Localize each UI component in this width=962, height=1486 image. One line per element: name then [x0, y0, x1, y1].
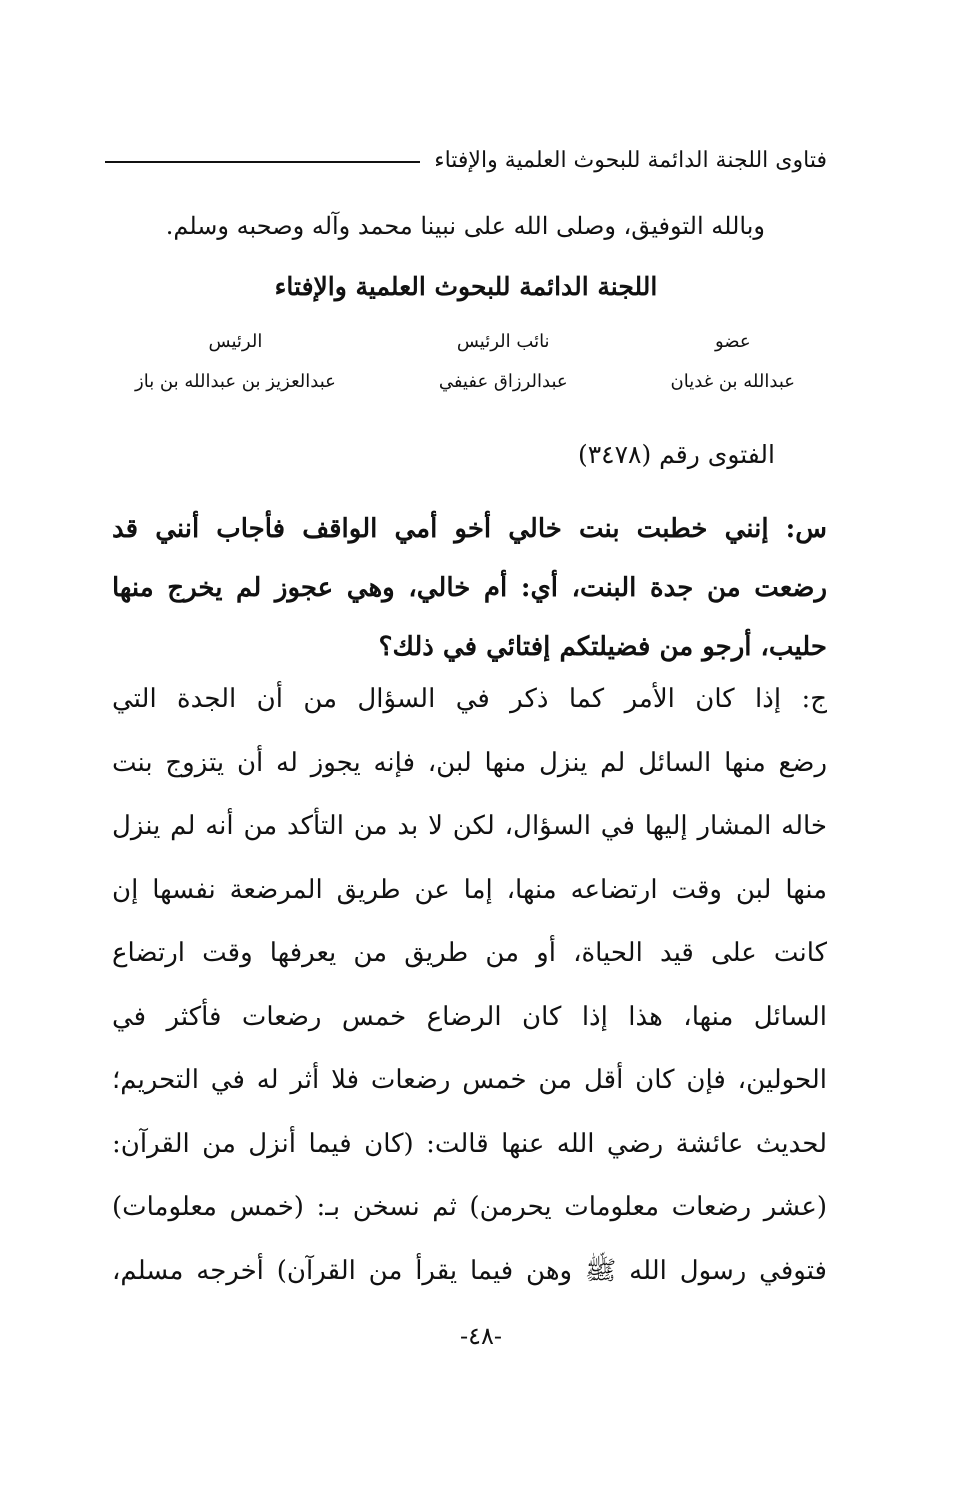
answer-line: لحديث عائشة رضي الله عنها قالت: (كان فيما أنزل من القرآن:	[112, 1128, 827, 1159]
running-header	[105, 140, 827, 180]
answer-line: فتوفي رسول الله ﷺ وهن فيما يقرأ من القرآن) أخرجه مسلم،	[112, 1255, 827, 1286]
answer-line: رضع منها السائل لم ينزل منها لبن، فإنه يجوز له أن يتزوج بنت	[112, 747, 827, 778]
signer-member	[671, 325, 795, 399]
answer-line: منها لبن وقت ارتضاعه منها، إما عن طريق المرضعة نفسها إن	[112, 874, 827, 905]
signer-vice-chairman	[439, 325, 568, 399]
signer-chairman	[135, 325, 336, 399]
signer-name: عبدالله بن غديان	[670, 371, 795, 392]
answer-line: السائل منها، هذا إذا كان الرضاع خمس رضعات فأكثر في	[112, 1001, 827, 1032]
signer-name: عبدالرزاق عفيفي	[438, 371, 568, 392]
closing-line: وبالله التوفيق، وصلى الله على نبينا محمد وآله وصحبه وسلم.	[165, 212, 765, 240]
answer-line: الحولين، فإن كان أقل من خمس رضعات فلا أثر له في التحريم؛	[112, 1065, 827, 1095]
answer-line: كانت على قيد الحياة، أو من طريق من يعرفها وقت ارتضاع	[112, 938, 827, 968]
signer-role: نائب الرئيس	[456, 331, 550, 352]
signers-block	[135, 325, 795, 399]
page-number: -٤٨-	[460, 1322, 502, 1350]
fatwa-number: الفتوى رقم (٣٤٧٨)	[577, 440, 775, 469]
signer-role: الرئيس	[208, 331, 263, 352]
running-header-title: فتاوى اللجنة الدائمة للبحوث العلمية والإفتاء	[434, 147, 827, 173]
answer-line: خاله المشار إليها في السؤال، لكن لا بد من التأكد من أنه لم ينزل	[112, 811, 827, 841]
signer-name: عبدالعزيز بن عبدالله بن باز	[135, 371, 336, 392]
question-paragraph: س: إنني خطبت بنت خالي أخو أمي الواقف فأجاب أنني قد رضعت من جدة البنت، أي: أم خالي، وهي عجوز لم يخرج منها حليب، أرجو من فضيلتكم إفتائي في ذلك؟	[112, 514, 827, 662]
answer-line: (عشر رضعات معلومات يحرمن) ثم نسخن بـ: (خمس معلومات)	[112, 1192, 827, 1222]
committee-title: اللجنة الدائمة للبحوث العلمية والإفتاء	[274, 272, 658, 301]
answer-line: ج: إذا كان الأمر كما ذكر في السؤال من أن الجدة التي	[112, 684, 827, 714]
answer-paragraph	[112, 668, 827, 1303]
signer-role: عضو	[714, 331, 751, 352]
header-rule	[105, 161, 420, 163]
